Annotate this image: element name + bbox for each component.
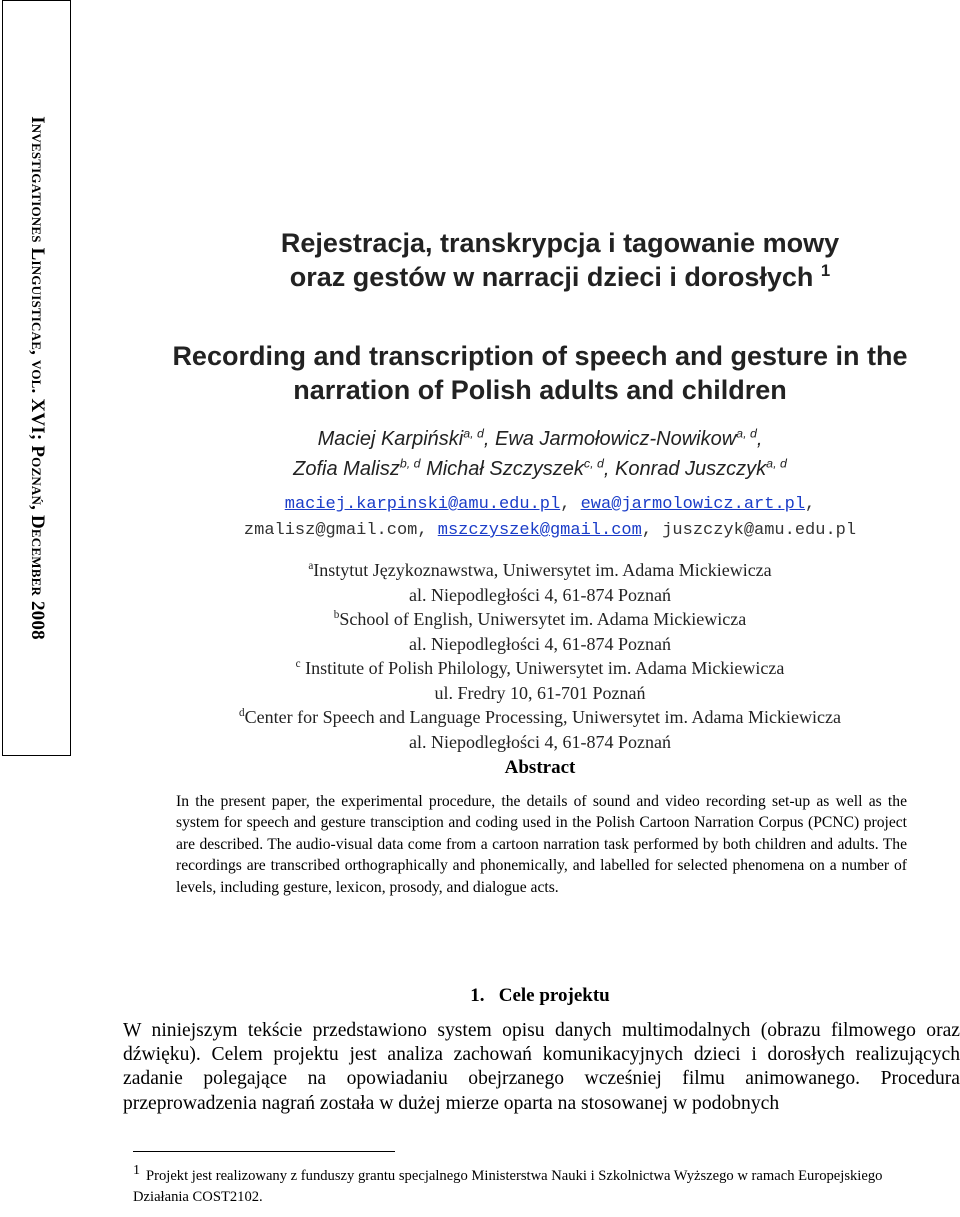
email-line-1: maciej.karpinski@amu.edu.pl, ewa@jarmolowicz.art.pl, xyxy=(284,495,816,514)
title-polish-line2: oraz gestów w narracji dzieci i dorosłych xyxy=(289,262,814,292)
author-line-2: Zofia Malisz$^{b, d}$ Michał Szczyszek$^{c, d}$, Konrad Juszczyk$^{a, d}$ xyxy=(293,456,787,480)
email-list xyxy=(150,492,950,544)
affiliation-c-line1 xyxy=(130,656,950,681)
title-polish xyxy=(160,226,960,294)
email-line-2: zmalisz@gmail.com, mszczyszek@gmail.com, juszczyk@amu.edu.pl xyxy=(243,521,857,540)
email-text: zmalisz@gmail.com xyxy=(243,521,418,540)
abstract-text: In the present paper, the experimental procedure, the details of sound and video recording set-up as well as the system for speech and gesture transciption and coding used in the Polish Cartoon Narration Corpus (PCNC) project are described. The audio-visual data come from a cartoon narration task performed by both children and adults. The recordings are transcribed orthographically and phonemically, and labelled for selected phenomena on a number of levels, including gesture, lexicon, prosody, and dialogue acts. xyxy=(176,793,907,896)
affiliation-a-line1 xyxy=(130,558,950,583)
footnote xyxy=(133,1163,893,1208)
title-english-line2: narration of Polish adults and children xyxy=(293,375,787,405)
author-affiliation-mark: a, d xyxy=(736,426,757,441)
section-heading: 1. Cele projektu xyxy=(470,985,610,1006)
section-body-text: W niniejszym tekście przedstawiono system opisu danych multimodalnych (obrazu filmowego oraz dźwięku). Celem projektu jest analiza zachowań komunikacyjnych dzieci i dorosłych realizujących zadanie polegające na opowiadaniu obejrzanego wcześniej filmu animowanego. Procedura przeprowadzenia nagrań została w dużej mierze oparta na stosowanej w podobnych xyxy=(123,1020,960,1114)
author-name: Zofia Malisz xyxy=(293,458,400,480)
title-footnote-mark: 1 xyxy=(820,261,831,280)
author-name: Maciej Karpiński xyxy=(317,428,464,450)
affiliation-institution: School of English, Uniwersytet im. Adama Mickiewicza xyxy=(339,609,747,629)
email-link[interactable]: maciej.karpinski@amu.edu.pl xyxy=(284,495,561,514)
footnote-text: Projekt jest realizowany z funduszy grantu specjalnego Ministerstwa Nauki i Szkolnictwa Wyższego w ramach Europejskiego Działania COST2102. xyxy=(133,1168,883,1205)
author-affiliation-mark: b, d xyxy=(399,456,421,471)
author-affiliation-mark: c, d xyxy=(583,456,604,471)
author-affiliation-mark: a, d xyxy=(766,456,787,471)
author-name: Ewa Jarmołowicz-Nowikow xyxy=(495,428,737,450)
affiliation-institution: Instytut Językoznawstwa, Uniwersytet im. Adama Mickiewicza xyxy=(313,560,772,580)
affiliation-address: al. Niepodległości 4, 61-874 Poznań xyxy=(409,731,671,752)
footnote-divider xyxy=(133,1151,395,1152)
email-link[interactable]: ewa@jarmolowicz.art.pl xyxy=(580,495,806,514)
affiliation-address: al. Niepodległości 4, 61-874 Poznań xyxy=(409,584,671,605)
journal-side-label: Investigationes Linguisticae, vol. XVI; Poznań, December 2008 xyxy=(26,116,48,640)
affiliation-list xyxy=(130,558,950,754)
journal-side-box xyxy=(2,0,71,756)
affiliation-mark: b xyxy=(333,609,340,621)
affiliation-institution: Center for Speech and Language Processing, Uniwersytet im. Adama Mickiewicza xyxy=(244,707,841,727)
affiliation-mark: c xyxy=(295,658,301,670)
title-polish-line1: Rejestracja, transkrypcja i tagowanie mowy xyxy=(280,228,840,258)
email-link[interactable]: mszczyszek@gmail.com xyxy=(437,521,642,540)
affiliation-b-line1 xyxy=(130,607,950,632)
author-line-1: Maciej Karpiński$^{a, d}$, Ewa Jarmołowicz-Nowikow$^{a, d}$, xyxy=(317,426,763,450)
title-english xyxy=(140,339,940,407)
affiliation-mark: a xyxy=(308,560,314,572)
author-name: Konrad Juszczyk xyxy=(615,458,767,480)
affiliation-address: al. Niepodległości 4, 61-874 Poznań xyxy=(409,633,671,654)
author-name: Michał Szczyszek xyxy=(426,458,584,480)
author-list xyxy=(140,424,940,484)
title-polish-line2-wrap xyxy=(160,260,960,294)
affiliation-institution: Institute of Polish Philology, Uniwersytet im. Adama Mickiewicza xyxy=(305,658,785,678)
affiliation-address: ul. Fredry 10, 61-701 Poznań xyxy=(434,682,646,703)
abstract-heading: Abstract xyxy=(504,757,576,778)
title-english-line1: Recording and transcription of speech and gesture in the xyxy=(172,341,908,371)
email-text: juszczyk@amu.edu.pl xyxy=(662,521,857,540)
author-affiliation-mark: a, d xyxy=(463,426,484,441)
affiliation-d-line1 xyxy=(130,705,950,730)
affiliation-mark: d xyxy=(239,707,245,719)
footnote-mark: 1 xyxy=(133,1163,140,1179)
